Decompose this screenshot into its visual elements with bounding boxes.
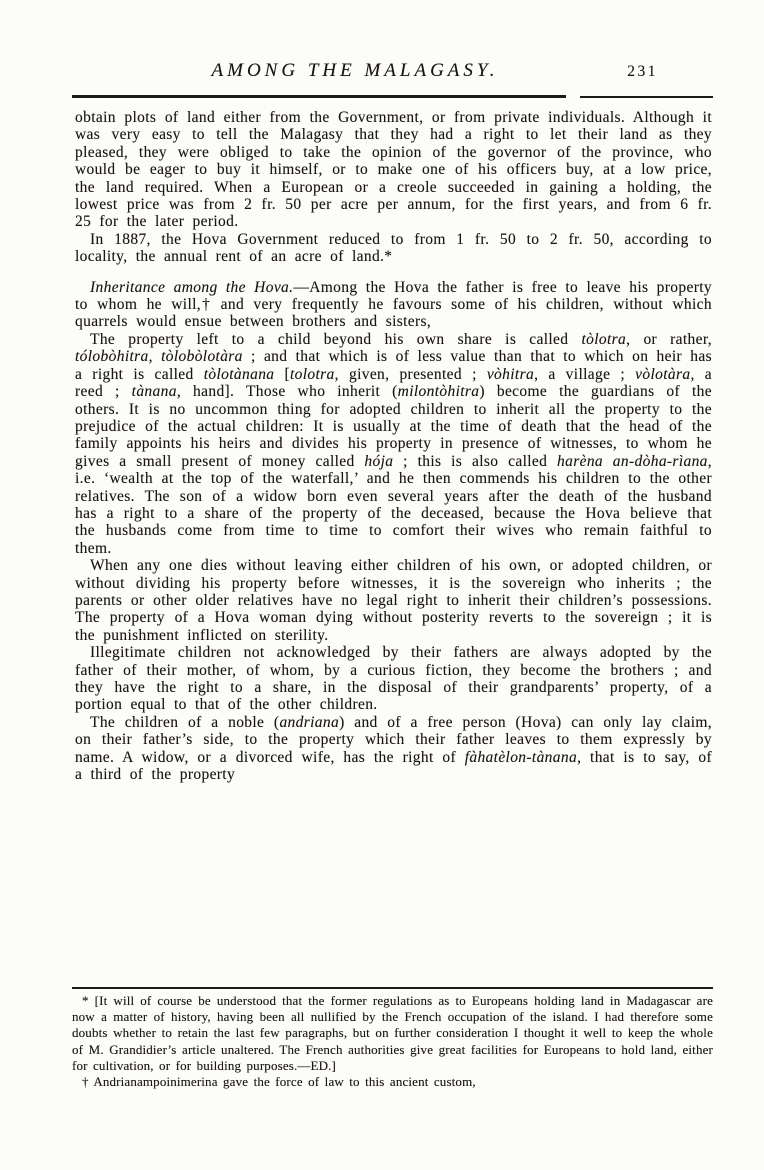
footnote [72, 993, 713, 1074]
text-run: ) and of a free person (Hova) can only lay claim, on their father’s side, to the property which their father leaves to them expressly by name. A widow, or a divorced wife, has the right of [75, 713, 712, 766]
italic-run: hója [364, 452, 394, 470]
italic-run: harèna an-dòha-rìana [557, 452, 708, 470]
body-paragraph [75, 109, 712, 231]
text-run: —Among the Hova the father is free to leave his property to whom he will,† and very frequently he favours some of his children, without which quarrels would ensue between brothers and sisters, [75, 278, 712, 331]
italic-run: Inheritance among the Hova. [90, 278, 294, 296]
body-paragraph [75, 231, 712, 266]
text-run: When any one dies without leaving either children of his own, or adopted children, or without dividing his property before witnesses, it is the sovereign who inherits ; the parents or other older relatives have no legal right to inherit their children’s possessions. The property of a Hova woman dying without posterity reverts to the sovereign ; it is the punishment inflicted on sterility. [75, 557, 712, 644]
italic-run: tòlotànana [203, 365, 275, 383]
text-run: , that is to say, of a third of the property [75, 748, 712, 784]
text-run: The property left to a child beyond his own share is called [90, 330, 582, 348]
body-paragraph [75, 714, 712, 784]
italic-run: fàhatèlon-tànana [464, 748, 578, 766]
text-run: , a reed ; [75, 365, 713, 401]
footnote-rule [72, 987, 713, 989]
italic-run: andriana [279, 713, 340, 731]
italic-run: tòlotra [581, 330, 627, 348]
text-run: * [It will of course be understood that the former regulations as to Europeans holding land in Madagascar are now a matter of history, having been all nullified by the French occupation of the island. I had therefore some doubts whether to retain the last few paragraphs, but on further consideration I thought it well to keep the whole of M. Grandidier’s article unaltered. The French authorities give great facilities for Europeans to hold land, either for cultivation, or for building purposes.—ED.] [72, 993, 713, 1073]
text-run: [ [274, 365, 290, 383]
text-run: obtain plots of land either from the Government, or from private individuals. Although it was very easy to tell the Malagasy that they had a right to let their land as they pleased, they were obliged to take the opinion of the governor of the province, who would be eager to buy it himself, or to make one of his officers buy, at a low price, the land required. When a European or a creole succeeded in gaining a holding, the lowest price was from 2 fr. 50 per acre per annum, for the first years, and from 6 fr. 25 for the later period. [75, 109, 712, 231]
italic-run: tolotra [290, 365, 335, 383]
text-run: † Andrianampoinimerina gave the force of law to this ancient custom, [82, 1074, 476, 1090]
body-text-column [75, 109, 712, 783]
text-run: , given, presented ; [334, 365, 487, 383]
italic-run: vòlotàra [635, 365, 691, 383]
italic-run: tànana [131, 383, 177, 401]
footnotes-section [72, 993, 713, 1090]
header-rule-left-segment [72, 95, 566, 98]
text-run: ; and that which is of less value than that to which on heir has a right is called [75, 348, 713, 383]
header-rule-right-segment [580, 96, 713, 98]
text-run: In 1887, the Hova Government reduced to from 1 fr. 50 to 2 fr. 50, according to locality, the annual rent of an acre of land.* [75, 230, 712, 266]
footnote [72, 1074, 713, 1090]
text-run: , or rather, [626, 330, 712, 348]
text-run: , i.e. ‘wealth at the top of the waterfall,’ and he then commends his children to the other relatives. The son of a widow born even several years after the death of the husband has a right to a share of the property of the deceased, because the Hova believe that the husbands come from time to time to comfort their wives who remain faithful to them. [75, 452, 713, 557]
text-run: ) become the guardians of the others. It is no uncommon thing for adopted children to inherit all the property to the prejudice of the actual children: It is usually at the time of death that the head of the family appoints his heirs and divides his property in presence of witnesses, to whom he gives a small present of money called [75, 383, 712, 470]
italic-run: vòhitra [486, 365, 535, 383]
page-number: 231 [627, 63, 658, 80]
text-run: The children of a noble ( [90, 713, 280, 731]
text-run: Illegitimate children not acknowledged by their fathers are always adopted by the father of their mother, of whom, by a curious fiction, they become the brothers ; and they have the right to a share, in the disposal of their grandparents’ property, of a portion equal to that of the other children. [75, 644, 712, 714]
italic-run: tólobòhitra, tòlobòlotàra [75, 348, 243, 366]
running-head: AMONG THE MALAGASY. [211, 60, 499, 81]
body-paragraph [75, 557, 712, 644]
text-run: , a village ; [534, 365, 636, 383]
body-paragraph [75, 279, 712, 331]
text-run: , hand]. Those who inherit ( [176, 383, 398, 401]
body-paragraph [75, 644, 712, 714]
text-run: ; this is also called [393, 452, 558, 470]
body-paragraph [75, 331, 712, 557]
italic-run: milontòhitra [397, 383, 480, 401]
